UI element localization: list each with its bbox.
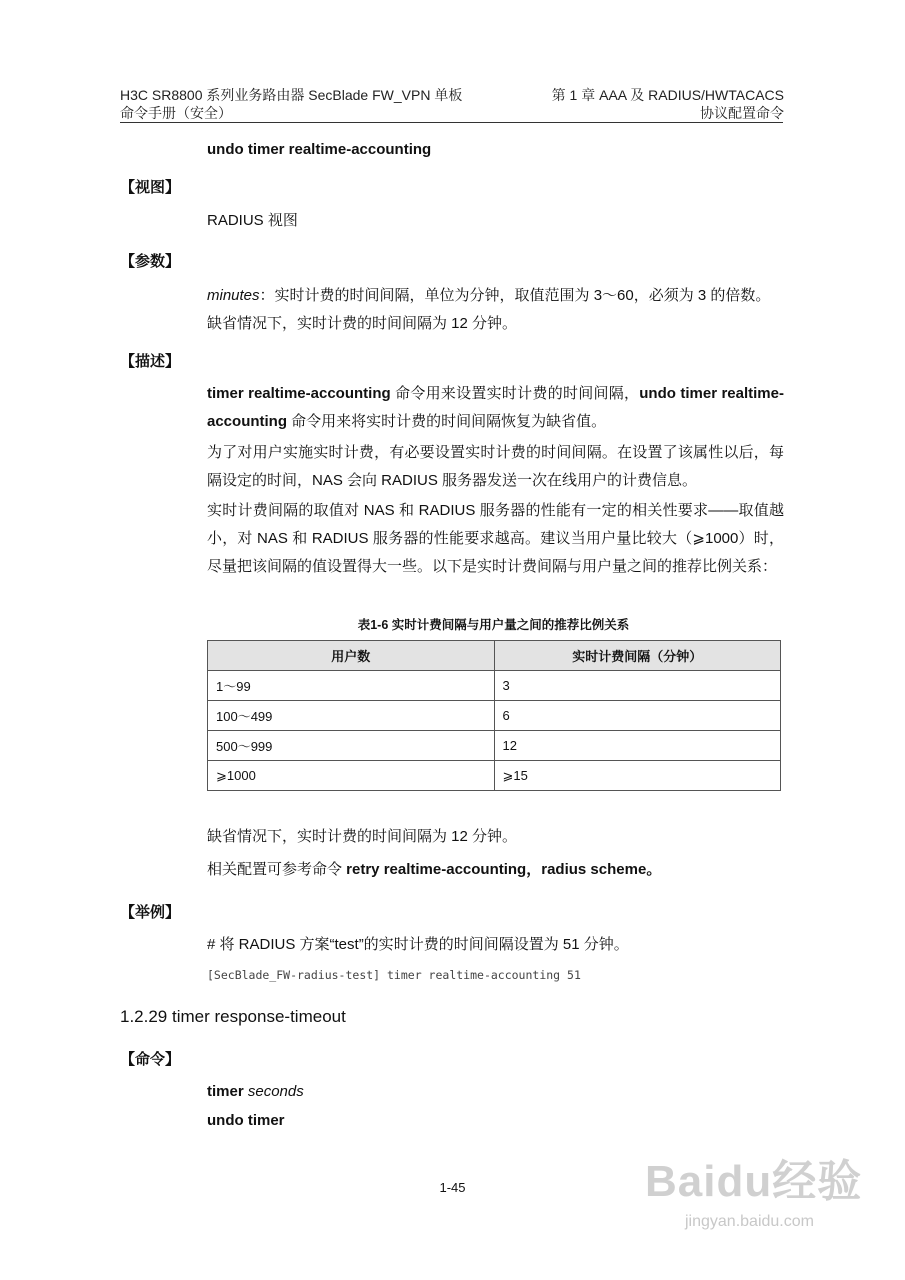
example-text: # 将 RADIUS 方案“test”的实时计费的时间间隔设置为 51 分钟。 [207,936,629,953]
param-name: minutes [207,287,260,304]
example-code: [SecBlade_FW-radius-test] timer realtime-accounting 51 [207,968,581,982]
example-label: 【举例】 [120,904,181,921]
table-cell: 12 [494,731,781,761]
header-right-line2: 协议配置命令 [700,105,784,121]
desc-label: 【描述】 [120,353,181,370]
cmd-timer-keyword: timer [207,1083,244,1100]
command-line-1 [207,1078,784,1106]
table-row [208,761,781,791]
cmd-seconds-arg: seconds [247,1083,304,1100]
top-command: undo timer realtime-accounting [207,141,432,158]
command-line-2: undo timer [207,1112,285,1129]
table-cell: 1～99 [208,671,495,701]
table-cell: 6 [494,701,781,731]
default-note: 缺省情况下，实时计费的时间间隔为 12 分钟。 [207,828,518,845]
header-left-line1: H3C SR8800 系列业务路由器 SecBlade FW_VPN 单板 [120,87,463,103]
view-text: RADIUS 视图 [207,212,298,229]
related-prefix: 相关配置可参考命令 [207,861,347,878]
table-row [208,701,781,731]
desc-cmd-undo: undo timer realtime-accounting [207,385,784,430]
baidu-watermark [645,1145,885,1255]
desc-p1-end: 命令用来将实时计费的时间间隔恢复为缺省值。 [287,413,607,430]
related-sep: ， [526,861,542,878]
table-cell: 3 [494,671,781,701]
desc-p1-mid: 命令用来设置实时计费的时间间隔， [390,385,640,402]
desc-paragraph-2: 为了对用户实施实时计费，有必要设置实时计费的时间间隔。在设置了该属性以后，每隔设定的时间，NAS 会向 RADIUS 服务器发送一次在线用户的计费信息。 [207,444,784,489]
table-header-interval: 实时计费间隔（分钟） [494,641,781,671]
params-label: 【参数】 [120,253,181,270]
page-number: 1-45 [439,1180,466,1195]
table-caption: 表1-6 实时计费间隔与用户量之间的推荐比例关系 [357,618,630,632]
table-cell: ⩾1000 [208,761,495,791]
watermark-url: jingyan.baidu.com [685,1213,814,1230]
command-label: 【命令】 [120,1051,181,1068]
desc-cmd-timer: timer realtime-accounting [207,385,391,402]
related-cmd-radius: radius scheme [541,861,647,878]
header-left-line2: 命令手册（安全） [120,105,232,121]
recommendation-table [207,640,781,791]
section-title: 1.2.29 timer response-timeout [120,1007,346,1026]
desc-paragraph-3: 实时计费间隔的取值对 NAS 和 RADIUS 服务器的性能有一定的相关性要求——取值越小，对 NAS 和 RADIUS 服务器的性能要求越高。建议当用户量比较大（⩾1000）时，尽量把该间隔的值设置得大一些。以下是实时计费间隔与用户量之间的推荐比例关系： [207,502,784,575]
view-label: 【视图】 [120,179,181,196]
table-cell: ⩾15 [494,761,781,791]
related-config [207,856,784,884]
table-row [208,671,781,701]
desc-paragraph-1 [207,380,784,436]
related-cmd-retry: retry realtime-accounting [346,861,527,878]
table-header-users: 用户数 [208,641,495,671]
header-divider [120,122,783,123]
param-desc: ：实时计费的时间间隔，单位为分钟，取值范围为 3～60，必须为 3 的倍数。 [259,287,771,304]
table-header-row [208,641,781,671]
table-cell: 100～499 [208,701,495,731]
params-paragraph [207,282,784,338]
related-end: 。 [646,861,662,878]
table-row [208,731,781,761]
watermark-logo: Baidu经验 [645,1157,863,1206]
table-cell: 500～999 [208,731,495,761]
header-right-line1: 第 1 章 AAA 及 RADIUS/HWTACACS [551,87,784,103]
param-default: 缺省情况下，实时计费的时间间隔为 12 分钟。 [207,315,518,332]
